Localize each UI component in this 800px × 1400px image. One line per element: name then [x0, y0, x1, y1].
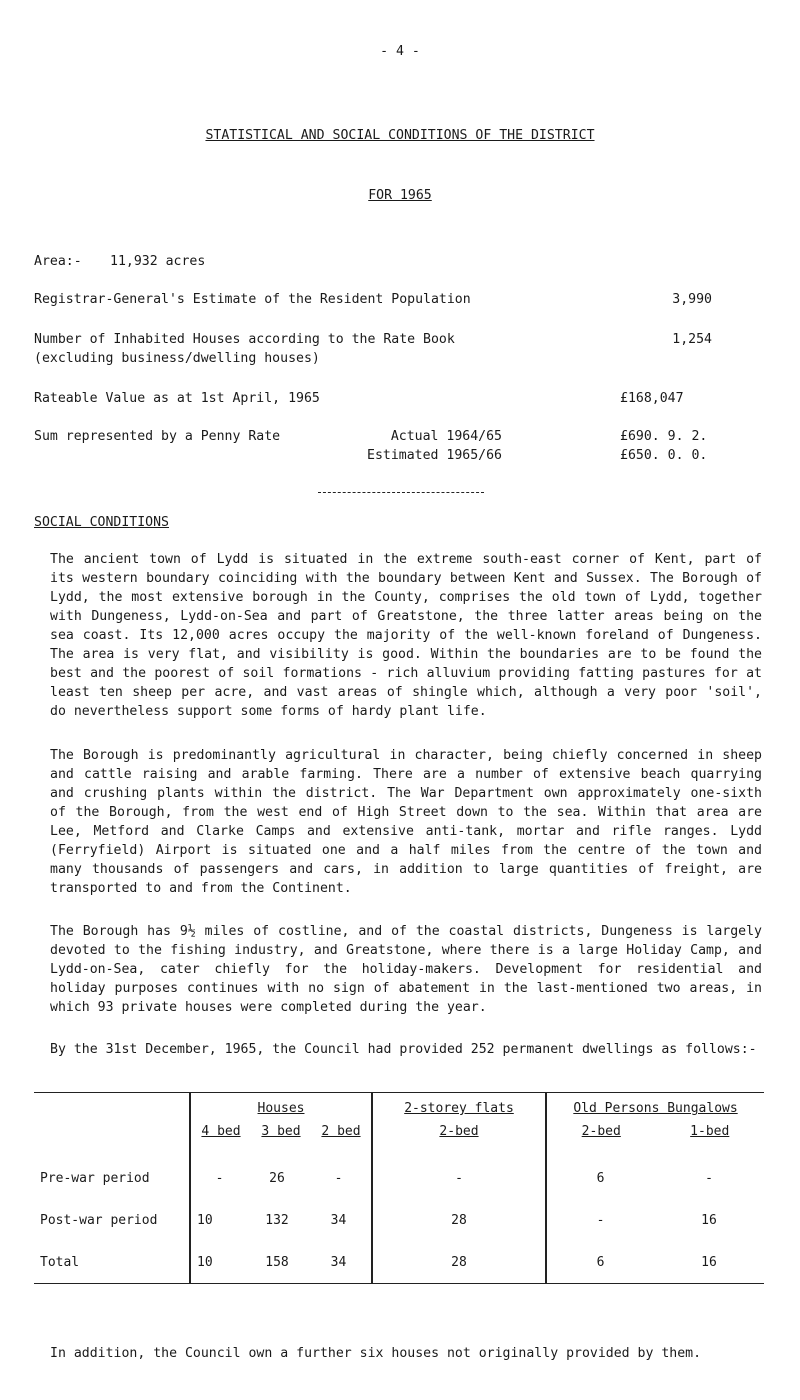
houses-label-note: (excluding business/dwelling houses) [34, 351, 320, 366]
section-title: SOCIAL CONDITIONS [34, 515, 169, 530]
section-divider [318, 492, 484, 493]
houses-label: Number of Inhabited Houses according to the Rate Book [34, 332, 455, 347]
population-label: Registrar-General's Estimate of the Resident Population [34, 292, 471, 307]
rateable-label: Rateable Value as at 1st April, 1965 [34, 391, 320, 406]
page-subtitle: FOR 1965 [368, 188, 432, 203]
houses-value: 1,254 [672, 332, 712, 347]
paragraph-location: The ancient town of Lydd is situated in the extreme south-east corner of Kent, part of its western boundary coinciding with the boundary between Kent and Sussex. The Borough of Lydd, the most extensive borough in the County, comprises the old town of Lydd, together with Dungeness, Lydd-on-Sea and part of Greatstone, the three latter areas being on the sea coast. Its 12,000 acres occupy the majority of the well-known foreland of Dungeness. The area is very flat, and visibility is good. Within the boundaries are to be found the best and the poorest of soil formations - rich alluvium providing fatting pastures for at least ten sheep per acre, and vast areas of shingle which, although a very poor 'soil', do nevertheless support some forms of hardy plant life. [50, 552, 762, 719]
paragraph-coastline: The Borough has 9½ miles of costline, and of the coastal districts, Dungeness is largely devoted to the fishing industry, and Greatstone, where there is a large Holiday Camp, and Lydd-on-Sea, cater chiefly for the holiday-makers. Development for residential and holiday purposes continues with no sign of abatement in the last-mentioned two areas, in which 93 private houses were completed during the year. [50, 924, 762, 1015]
table-row: Pre-war period - 26 - - 6 - [34, 1157, 764, 1199]
col-3bed: 3 bed [261, 1124, 301, 1139]
paragraph-agriculture: The Borough is predominantly agricultural in character, being chiefly concerned in sheep and cattle raising and arable farming. There are a number of extensive beach quarrying and crushing plants within the district. The War Department own approximately one-sixth of the Borough, from the west end of High Street down to the sea. Within that area are Lee, Metford and Clarke Camps and extensive anti-tank, mortar and rifle ranges. Lydd (Ferryfield) Airport is situated one and a half miles from the centre of the town and many thousands of passengers and cars, in addition to large quantities of freight, are transported to and from the Continent. [50, 748, 762, 896]
page-number: - 4 - [380, 44, 420, 59]
col-flat-2bed: 2-bed [439, 1124, 479, 1139]
flats-group-header: 2-storey flats 2-bed [372, 1093, 546, 1158]
paragraph-dwellings-intro: By the 31st December, 1965, the Council had provided 252 permanent dwellings as follows:- [50, 1042, 757, 1057]
col-4bed: 4 bed [201, 1124, 241, 1139]
paragraph-additional: In addition, the Council own a further six houses not originally provided by them. [50, 1346, 702, 1361]
col-bung-2bed: 2-bed [581, 1124, 621, 1139]
area-value: 11,932 acres [110, 254, 206, 269]
penny-rate-label: Sum represented by a Penny Rate [34, 429, 281, 444]
area-label: Area:- [34, 254, 82, 269]
col-bung-1bed: 1-bed [690, 1124, 730, 1139]
table-header-row [34, 1093, 764, 1158]
bungalows-group-header: Old Persons Bungalows 2-bed 1-bed [546, 1093, 764, 1158]
houses-group-header: Houses 4 bed 3 bed 2 bed [190, 1093, 372, 1158]
rateable-value: £168,047 [620, 391, 684, 406]
col-2bed: 2 bed [321, 1124, 361, 1139]
penny-estimated-label: Estimated 1965/66 [367, 448, 502, 463]
population-value: 3,990 [672, 292, 712, 307]
penny-estimated-value: £650. 0. 0. [620, 448, 708, 463]
table-row-total: Total 10 158 34 28 6 16 [34, 1241, 764, 1284]
penny-actual-value: £690. 9. 2. [620, 429, 708, 444]
penny-actual-label: Actual 1964/65 [390, 429, 502, 444]
dwellings-table [34, 1092, 764, 1284]
page-title: STATISTICAL AND SOCIAL CONDITIONS OF THE DISTRICT [205, 128, 595, 143]
table-row: Post-war period 10 132 34 28 - 16 [34, 1199, 764, 1241]
